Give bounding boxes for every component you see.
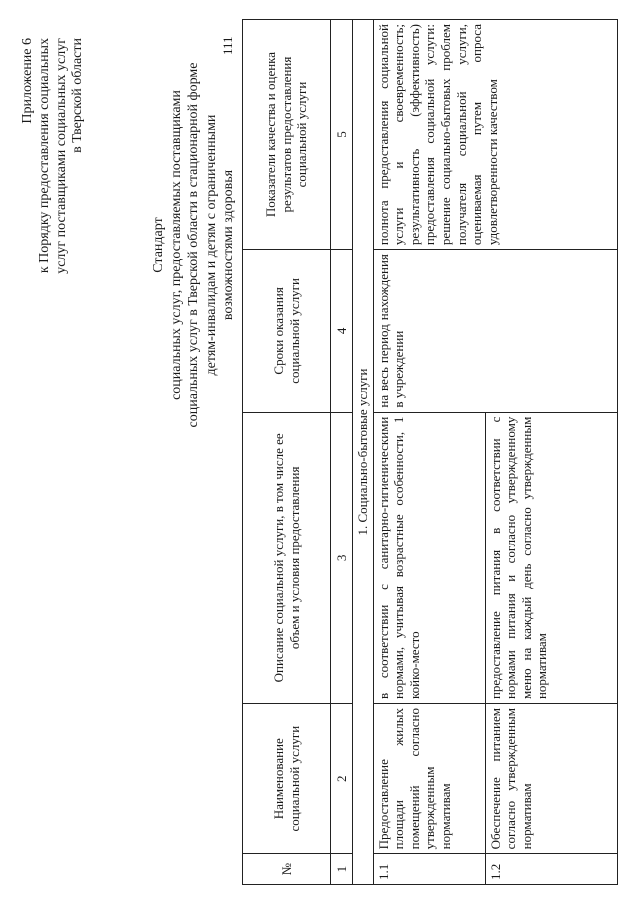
header-quality: Показатели качества и оценка результатов предоставления социальной услуги xyxy=(243,20,331,250)
row-number: 1.2 xyxy=(485,854,617,885)
row-description: предоставление питания в соответствии с нормами питания и согласно утвержденному меню на каждый день согласно утвержденным нормативам xyxy=(485,412,617,703)
row-quality: полнота предоставления социальной услуги и своевременность; результативность (эффективность) предоставления социальной услуги: решение социально-бытовых проблем получателя социальной услуги, оцениваемая путем опроса удовлетворенности качеством xyxy=(373,20,617,250)
row-description: в соответствии с санитарно-гигиеническими нормами, учитывая возрастные особенности, 1 койко-место xyxy=(373,412,485,703)
table-row xyxy=(373,20,485,885)
header-terms: Сроки оказания социальной услуги xyxy=(243,250,331,413)
page-number: 111 xyxy=(220,36,235,55)
column-number: 4 xyxy=(331,250,353,413)
title-heading: Стандарт xyxy=(151,217,166,273)
row-service-name: Обеспечение питанием согласно утвержденным нормативам xyxy=(485,704,617,854)
title-line: социальных услуг, предоставляемых поставщиками xyxy=(168,90,184,400)
row-service-name: Предоставление площади жилых помещений согласно утвержденным нормативам xyxy=(373,704,485,854)
header-description: Описание социальной услуги, в том числе ее объем и условия предоставления xyxy=(243,412,331,703)
appendix-line: в Тверской области xyxy=(70,38,86,153)
section-row xyxy=(353,20,374,885)
header-number: № xyxy=(243,854,331,885)
document-title xyxy=(150,35,238,455)
appendix-line: Приложение 6 xyxy=(20,38,35,124)
column-number: 5 xyxy=(331,20,353,250)
column-number: 2 xyxy=(331,704,353,854)
appendix-line: услуг поставщиками социальных услуг xyxy=(53,38,69,274)
standards-table xyxy=(242,19,618,885)
appendix-line: к Порядку предоставления социальных xyxy=(36,38,52,274)
section-title: 1. Социально-бытовые услуги xyxy=(353,20,374,885)
column-number: 1 xyxy=(331,854,353,885)
appendix-note xyxy=(20,38,87,274)
column-numbers-row xyxy=(331,20,353,885)
table-header-row xyxy=(243,20,331,885)
row-terms: на весь период нахождения в учреждении xyxy=(373,250,617,413)
title-line: возможностями здоровья xyxy=(221,169,236,321)
column-number: 3 xyxy=(331,412,353,703)
header-service-name: Наименование социальной услуги xyxy=(243,704,331,854)
row-number: 1.1 xyxy=(373,854,485,885)
title-line: детям-инвалидам и детям с ограниченными xyxy=(203,114,219,376)
title-line: социальных услуг в Тверской области в стационарной форме xyxy=(186,62,201,428)
